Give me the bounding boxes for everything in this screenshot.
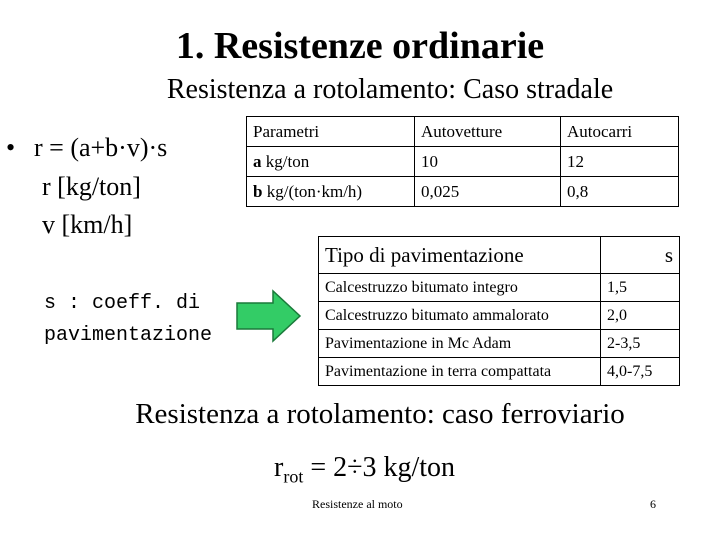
- param-unit: kg/ton: [261, 151, 310, 171]
- param-unit: kg/(ton·km/h): [262, 181, 363, 201]
- pavement-type-cell: Calcestruzzo bitumato integro: [319, 274, 601, 302]
- header-cell: Autocarri: [561, 117, 679, 147]
- param-symbol: b: [253, 181, 263, 201]
- pavement-type-cell: Pavimentazione in terra compattata: [319, 358, 601, 386]
- table-header-row: [247, 117, 679, 147]
- slide-subtitle: Resistenza a rotolamento: Caso stradale: [166, 74, 614, 105]
- coefficient-cell: 1,5: [601, 274, 680, 302]
- parameters-table: [246, 116, 679, 207]
- pavement-type-cell: Calcestruzzo bitumato ammalorato: [319, 302, 601, 330]
- header-cell: Tipo di pavimentazione: [319, 237, 601, 274]
- pavement-type-cell: Pavimentazione in Mc Adam: [319, 330, 601, 358]
- right-arrow-icon: [236, 289, 302, 348]
- coefficient-cell: 2-3,5: [601, 330, 680, 358]
- table-row: [319, 274, 680, 302]
- bullet: •: [6, 133, 16, 162]
- page-number: 6: [650, 497, 656, 511]
- value-cell: 12: [561, 147, 679, 177]
- header-cell: Autovetture: [415, 117, 561, 147]
- pavement-coefficient-note: s : coeff. di pavimentazione: [44, 292, 213, 347]
- value-cell: 10: [415, 147, 561, 177]
- table-row: [319, 330, 680, 358]
- table-header-row: [319, 237, 680, 274]
- coefficient-cell: 2,0: [601, 302, 680, 330]
- definition-r: r [kg/ton]: [42, 172, 141, 201]
- coefficient-cell: 4,0-7,5: [601, 358, 680, 386]
- header-cell: Parametri: [247, 117, 415, 147]
- table-row: [319, 302, 680, 330]
- value-cell: 0,8: [561, 177, 679, 207]
- formula-text: r = (a+b·v)·s: [34, 133, 168, 162]
- rail-formula-subscript: rot: [283, 466, 304, 487]
- rail-formula-base: r: [274, 452, 284, 483]
- table-row: [247, 177, 679, 207]
- param-cell: [247, 147, 415, 177]
- pavement-table: [318, 236, 680, 386]
- rail-formula-value: = 2÷3 kg/ton: [303, 452, 456, 483]
- footer-text: Resistenze al moto: [312, 497, 403, 511]
- formula: [6, 133, 167, 163]
- definition-v: v [km/h]: [42, 210, 133, 239]
- rail-formula: [274, 452, 455, 488]
- slide-title: 1. Resistenze ordinarie: [175, 25, 545, 67]
- table-row: [247, 147, 679, 177]
- value-cell: 0,025: [415, 177, 561, 207]
- table-row: [319, 358, 680, 386]
- header-cell: s: [601, 237, 680, 274]
- param-cell: [247, 177, 415, 207]
- rail-subtitle: Resistenza a rotolamento: caso ferroviario: [135, 398, 625, 430]
- param-symbol: a: [253, 151, 262, 171]
